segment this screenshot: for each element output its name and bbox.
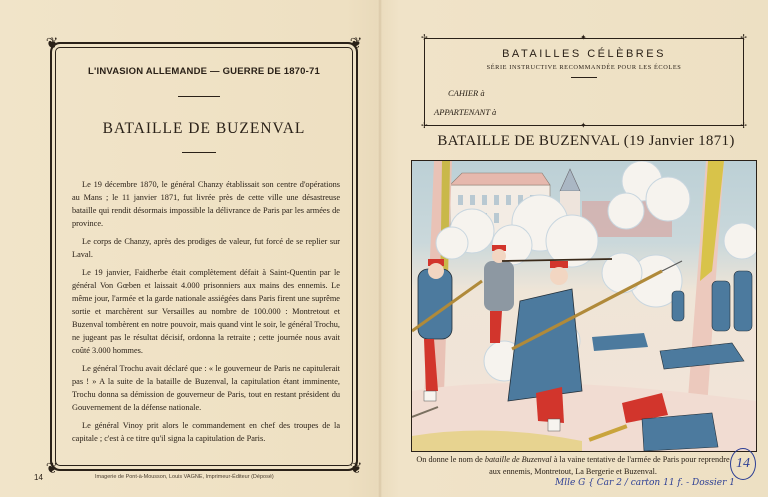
paragraph: Le 19 décembre 1870, le général Chanzy établissait son centre d'opérations au Mans ; le 11 janvier 1871, fut livrée près de cette ville une désastreuse bataille qui rendit désormais impossible la délivrance de Paris par les armées de province. — [72, 180, 340, 228]
divider — [182, 152, 216, 153]
divider — [178, 96, 220, 97]
left-page-header: L'INVASION ALLEMANDE — GUERRE DE 1870-71 — [88, 66, 320, 77]
paragraph: Le général Trochu avait déclaré que : « le gouverneur de Paris ne capitulerait pas ! » A la suite de la bataille de Buzenval, la capitulation étant imminente, Trochu donna sa démission de gouverneur de Paris, tout en restant président du Gouvernement de la défense nationale. — [72, 364, 340, 412]
fleuron-ornament-icon: ❦ — [349, 36, 363, 52]
fleuron-ornament-icon: ❦ — [349, 461, 363, 477]
corner-ornament-icon: ✢ — [421, 121, 428, 130]
cahier-field-label: CAHIER à — [448, 88, 485, 98]
corner-ornament-icon: ✢ — [421, 33, 428, 42]
circled-page-number: 14 — [730, 448, 756, 480]
series-title: BATAILLES CÉLÈBRES — [502, 48, 666, 60]
owner-field-label: APPARTENANT à — [434, 107, 497, 117]
battle-scene-image — [412, 161, 756, 451]
fleuron-ornament-icon: ❦ — [45, 461, 59, 477]
caption-italic-text: bataille de Buzenval — [484, 455, 552, 464]
left-page-title: BATAILLE DE BUZENVAL — [102, 120, 306, 137]
imprint-line: Imagerie de Pont-à-Mousson, Louis VAGNE, Imprimeur-Éditeur (Déposé) — [95, 474, 274, 480]
page-number: 14 — [34, 473, 43, 482]
paragraph: Le général Vinoy prit alors le commandement en chef des troupes de la capitale ; c'est à ce titre qu'il signa la capitulation de Paris. — [72, 421, 340, 443]
handwritten-archive-note: Mlle G { Car 2 / carton 11 f. - Dossier 1 — [555, 478, 736, 488]
battle-illustration — [411, 160, 757, 452]
left-page-body — [72, 178, 340, 450]
corner-ornament-icon: ✢ — [740, 33, 747, 42]
paragraph: Le 19 janvier, Faidherbe était complètement défait à Saint-Quentin par le général Von Gœben et laissait 4.000 prisonniers aux mains des ennemis. Le même jour, l'armée et la garde nationale assiégées dans Paris firent une suprême sortie et marchèrent sur Versailles au nombre de 100.000 : Montretout et Buzenval tombèrent en notre pouvoir, mais quand vint le soir, le général Trochu, ne jugeant pas le résultat décisif, ordonna la retraite ; cette journée nous avait coûté 3.000 hommes. — [72, 268, 340, 355]
illustration-caption — [412, 454, 734, 478]
fleuron-ornament-icon: ❦ — [45, 36, 59, 52]
page-fold — [378, 0, 382, 497]
paragraph: Le corps de Chanzy, après des prodiges de valeur, fut forcé de se replier sur Laval. — [72, 237, 340, 259]
center-ornament-icon: ✦ — [580, 121, 587, 130]
divider — [571, 77, 597, 78]
center-ornament-icon: ✦ — [580, 33, 587, 42]
series-subtitle: SÉRIE INSTRUCTIVE RECOMMANDÉE POUR LES ÉCOLES — [486, 64, 682, 71]
corner-ornament-icon: ✢ — [740, 121, 747, 130]
right-page-title: BATAILLE DE BUZENVAL (19 Janvier 1871) — [437, 133, 735, 149]
cover-label-box — [421, 33, 747, 130]
caption-text: On donne le nom de — [416, 455, 485, 464]
caption-text: à la vaine tentative de l'armée de Paris pour reprendre aux ennemis, Montretout, La Bergerie et Buzenval. — [489, 455, 730, 476]
